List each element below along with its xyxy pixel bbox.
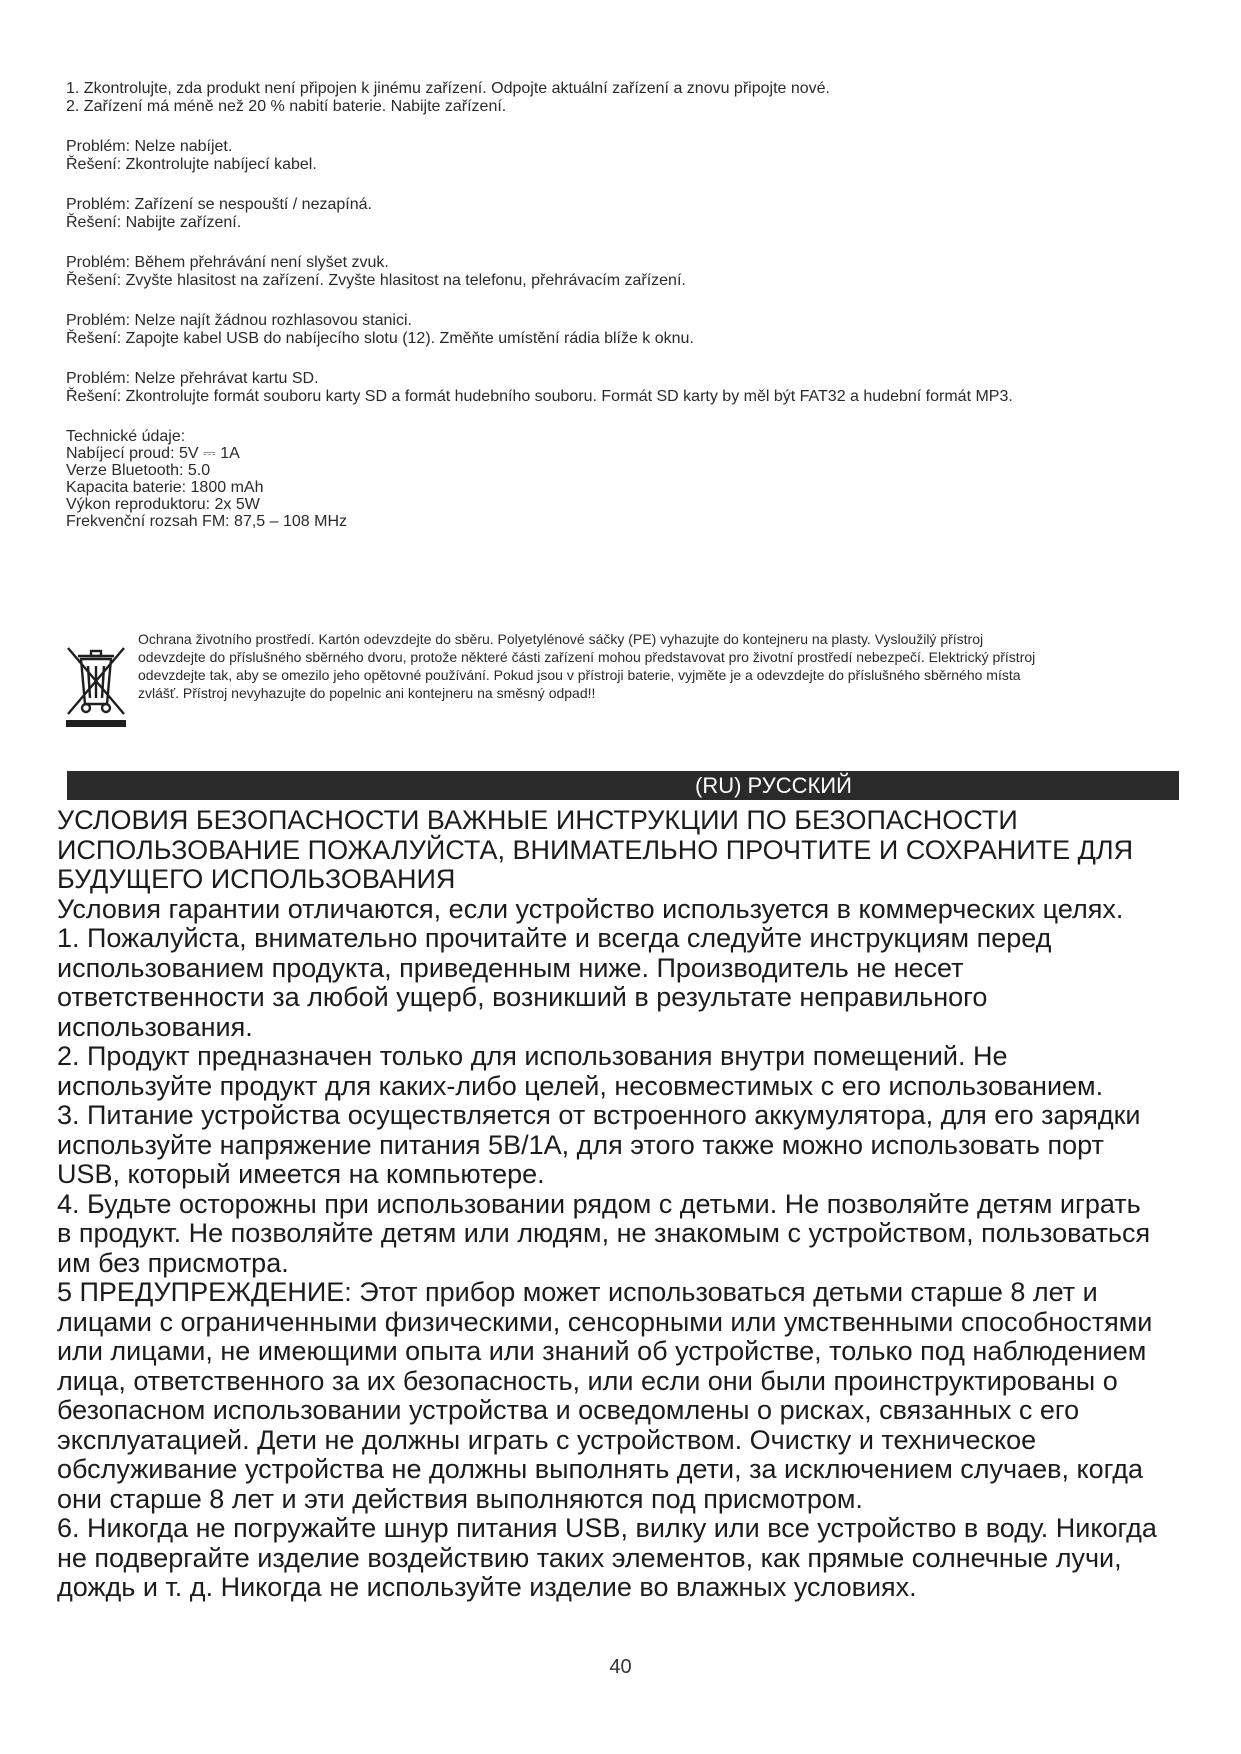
page-number: 40 xyxy=(609,1656,632,1678)
instruction-line: лицами с ограниченными физическими, сенсорными или умственными способностями xyxy=(57,1306,1153,1337)
instruction-line: ИСПОЛЬЗОВАНИЕ ПОЖАЛУЙСТА, ВНИМАТЕЛЬНО ПРОЧТИТЕ И СОХРАНИТЕ ДЛЯ xyxy=(57,834,1134,865)
environment-line: zvlášť. Přístroj nevyhazujte do popelnic ani kontejneru na směsný odpad!! xyxy=(138,685,596,701)
spec-line: Výkon reproduktoru: 2x 5W xyxy=(66,496,260,513)
instruction-line: используйте продукт для каких-либо целей, несовместимых с его использованием. xyxy=(57,1070,1104,1101)
solution-text: Řešení: Zkontrolujte formát souboru karty SD a formát hudebního souboru. Formát SD karty by měl být FAT32 a hudební formát MP3. xyxy=(66,388,1013,405)
problem-block xyxy=(66,138,1186,174)
spec-line: Verze Bluetooth: 5.0 xyxy=(66,462,211,479)
environment-line: odevzdejte do příslušného sběrného dvoru, protože některé části zařízení mohou představovat pro životní prostředí nebezpečí. Elektrický přístroj xyxy=(138,649,1036,665)
solution-text: Řešení: Zapojte kabel USB do nabíjecího slotu (12). Změňte umístění rádia blíže k oknu. xyxy=(66,330,694,347)
language-section-title: (RU) РУССКИЙ xyxy=(695,773,852,798)
instruction-line: или лицами, не имеющими опыта или знаний об устройстве, только под наблюдением xyxy=(57,1336,1147,1366)
intro-line: 2. Zařízení má méně než 20 % nabití baterie. Nabijte zařízení. xyxy=(66,98,507,115)
instruction-line: обслуживание устройства не должны выполнять дети, за исключением случаев, когда xyxy=(57,1454,1144,1484)
environment-line: Ochrana životního prostředí. Kartón odevzdejte do sběru. Polyetylénové sáčky (PE) vyhazujte do kontejneru na plasty. Vysloužilý přístroj xyxy=(138,631,984,647)
instruction-line: в продукт. Не позволяйте детям или людям, не знакомым с устройством, пользоваться xyxy=(57,1218,1151,1248)
intro-block xyxy=(66,80,1186,116)
instruction-line: им без присмотра. xyxy=(57,1247,289,1278)
russian-safety-instructions xyxy=(57,806,1187,1603)
solution-text: Řešení: Zvyšte hlasitost na zařízení. Zvyšte hlasitost na telefonu, přehrávacím zařízení. xyxy=(66,272,686,289)
environment-notice xyxy=(62,630,1182,720)
problem-text: Problém: Zařízení se nespouští / nezapíná. xyxy=(66,196,372,213)
instruction-line: 6. Никогда не погружайте шнур питания USB, вилку или все устройство в воду. Никогда xyxy=(57,1513,1157,1543)
instruction-line: 4. Будьте осторожны при использовании рядом с детьми. Не позволяйте детям играть xyxy=(57,1188,1141,1219)
problem-block xyxy=(66,370,1186,406)
instruction-line: безопасном использовании устройства и осведомлены о рисках, связанных с его xyxy=(57,1395,1080,1425)
spec-charging-value: 1A xyxy=(220,445,240,462)
spec-charging-current xyxy=(66,445,1186,462)
language-section-bar xyxy=(67,771,1179,800)
problem-text: Problém: Nelze nabíjet. xyxy=(66,138,233,155)
problem-block xyxy=(66,254,1186,290)
solution-text: Řešení: Nabijte zařízení. xyxy=(66,214,242,231)
instruction-line: 2. Продукт предназначен только для использования внутри помещений. Не xyxy=(57,1041,1008,1071)
spec-line: Frekvenční rozsah FM: 87,5 – 108 MHz xyxy=(66,513,347,530)
instruction-line: эксплуатацией. Дети не должны играть с устройством. Очистку и техническое xyxy=(57,1424,1037,1455)
environment-line: odevzdejte tak, aby se omezilo jeho opětovné používání. Pokud jsou v přístroji baterie, vyjměte je a odevzdejte do příslušného sběrného místa xyxy=(138,667,1021,683)
technical-specs xyxy=(66,428,1186,530)
instruction-line: 1. Пожалуйста, внимательно прочитайте и всегда следуйте инструкциям перед xyxy=(57,923,1052,953)
problem-text: Problém: Nelze najít žádnou rozhlasovou stanici. xyxy=(66,312,412,329)
crossed-out-wheelie-bin-icon xyxy=(64,642,128,728)
spec-charging-label: Nabíjecí proud: 5V xyxy=(66,445,199,462)
instruction-line: УСЛОВИЯ БЕЗОПАСНОСТИ ВАЖНЫЕ ИНСТРУКЦИИ ПО БЕЗОПАСНОСТИ xyxy=(57,805,1018,835)
instruction-line: дождь и т. д. Никогда не используйте изделие во влажных условиях. xyxy=(57,1572,917,1602)
instruction-line: Условия гарантии отличаются, если устройство используется в коммерческих целях. xyxy=(57,893,1124,924)
intro-line: 1. Zkontrolujte, zda produkt není připojen k jinému zařízení. Odpojte aktuální zařízení a znovu připojte nové. xyxy=(66,80,830,97)
spec-line: Kapacita baterie: 1800 mAh xyxy=(66,479,264,496)
specs-title: Technické údaje: xyxy=(66,428,186,445)
instruction-line: USB, который имеется на компьютере. xyxy=(57,1159,545,1189)
problem-block xyxy=(66,196,1186,232)
instruction-line: ответственности за любой ущерб, возникший в результате неправильного xyxy=(57,982,988,1012)
instruction-line: лица, ответственного за их безопасность, или если они были проинструктированы о xyxy=(57,1365,1118,1396)
instruction-line: использования. xyxy=(57,1011,253,1042)
problem-text: Problém: Nelze přehrávat kartu SD. xyxy=(66,370,319,387)
instruction-line: использованием продукта, приведенным ниже. Производитель не несет xyxy=(57,952,964,983)
problem-text: Problém: Během přehrávání není slyšet zvuk. xyxy=(66,254,389,271)
instruction-line: они старше 8 лет и эти действия выполняются под присмотром. xyxy=(57,1483,863,1514)
environment-text xyxy=(138,630,1188,702)
instruction-line: 3. Питание устройства осуществляется от встроенного аккумулятора, для его зарядки xyxy=(57,1100,1141,1130)
czech-troubleshooting xyxy=(66,80,1186,552)
solution-text: Řešení: Zkontrolujte nabíjecí kabel. xyxy=(66,156,317,173)
instruction-line: 5 ПРЕДУПРЕЖДЕНИЕ: Этот прибор может использоваться детьми старше 8 лет и xyxy=(57,1277,1098,1307)
instruction-line: БУДУЩЕГО ИСПОЛЬЗОВАНИЯ xyxy=(57,864,456,894)
problem-block xyxy=(66,312,1186,348)
instruction-line: используйте напряжение питания 5В/1А, для этого также можно использовать порт xyxy=(57,1129,1104,1160)
dc-current-icon: ⎓ xyxy=(202,445,216,462)
instruction-line: не подвергайте изделие воздействию таких элементов, как прямые солнечные лучи, xyxy=(57,1542,1122,1573)
